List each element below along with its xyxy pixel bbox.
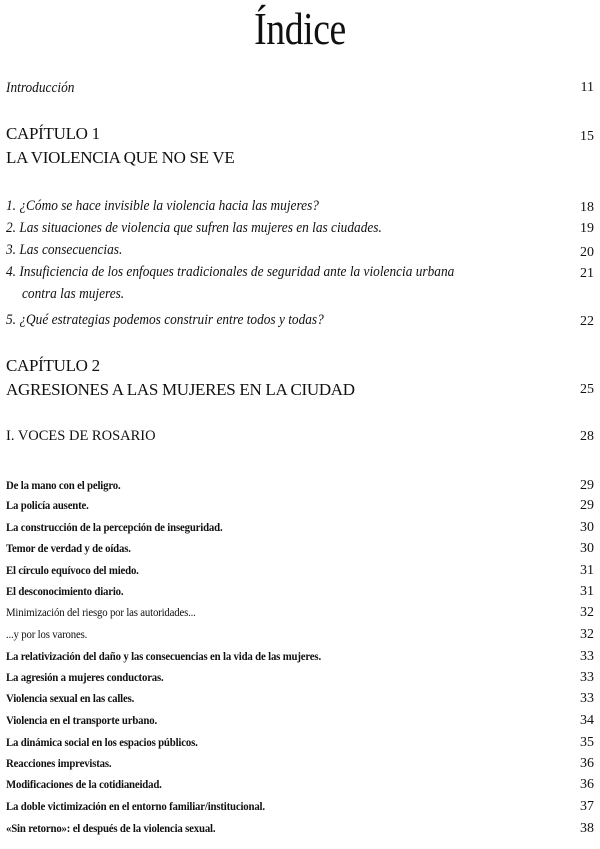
toc-entry-label: Introducción bbox=[6, 80, 75, 96]
toc-subentry-label: Violencia sexual en las calles. bbox=[6, 691, 135, 705]
toc-entry-label: 3. Las consecuencias. bbox=[6, 242, 123, 258]
toc-subentry-page: 36 bbox=[580, 777, 594, 792]
toc-subentry-label: La construcción de la percepción de inseguridad. bbox=[6, 520, 223, 534]
toc-subentry-page: 35 bbox=[580, 735, 594, 750]
toc-subentry-label: La doble victimización en el entorno familiar/institucional. bbox=[6, 799, 265, 813]
toc-entry-label: 2. Las situaciones de violencia que sufren las mujeres en las ciudades. bbox=[6, 220, 382, 236]
toc-subentry-label: Minimización del riesgo por las autoridades... bbox=[6, 605, 196, 619]
toc-subentry-label: Modificaciones de la cotidianeidad. bbox=[6, 777, 162, 791]
toc-subentry-page: 34 bbox=[580, 713, 594, 728]
toc-subentry-label: ...y por los varones. bbox=[6, 627, 88, 641]
toc-entry-label: 1. ¿Cómo se hace invisible la violencia hacia las mujeres? bbox=[6, 198, 319, 214]
toc-subentry-page: 32 bbox=[580, 627, 594, 642]
chapter-page: 25 bbox=[580, 382, 594, 397]
section-page: 28 bbox=[580, 429, 594, 444]
toc-subentry-label: El círculo equívoco del miedo. bbox=[6, 563, 139, 577]
toc-entry-page: 22 bbox=[580, 314, 594, 329]
toc-subentry-page: 33 bbox=[580, 670, 594, 685]
toc-subentry-label: La relativización del daño y las consecuencias en la vida de las mujeres. bbox=[6, 649, 321, 663]
chapter-page: 15 bbox=[580, 129, 594, 144]
toc-subentry-page: 36 bbox=[580, 756, 594, 771]
toc-subentry-label: Temor de verdad y de oídas. bbox=[6, 541, 131, 555]
toc-entry-page: 20 bbox=[580, 245, 594, 260]
page-title: Índice bbox=[254, 3, 346, 54]
chapter-label: CAPÍTULO 1 bbox=[6, 124, 100, 143]
toc-subentry-label: La agresión a mujeres conductoras. bbox=[6, 670, 164, 684]
toc-entry-page: 19 bbox=[580, 221, 594, 236]
toc-subentry-page: 38 bbox=[580, 821, 594, 836]
toc-subentry-label: El desconocimiento diario. bbox=[6, 584, 124, 598]
toc-subentry-page: 31 bbox=[580, 563, 594, 578]
toc-subentry-page: 32 bbox=[580, 605, 594, 620]
toc-subentry-label: «Sin retorno»: el después de la violencia sexual. bbox=[6, 821, 216, 835]
toc-entry-page: 18 bbox=[580, 200, 594, 215]
toc-entry-page: 11 bbox=[580, 80, 594, 95]
toc-entry-label: 4. Insuficiencia de los enfoques tradicionales de seguridad ante la violencia urbana bbox=[6, 264, 455, 280]
toc-subentry-label: Reacciones imprevistas. bbox=[6, 756, 112, 770]
section-label: I. VOCES DE ROSARIO bbox=[6, 428, 156, 444]
chapter-title: AGRESIONES A LAS MUJERES EN LA CIUDAD bbox=[6, 380, 355, 399]
chapter-label: CAPÍTULO 2 bbox=[6, 356, 100, 375]
toc-subentry-label: La policía ausente. bbox=[6, 498, 89, 512]
toc-subentry-page: 30 bbox=[580, 520, 594, 535]
toc-entry-page: 21 bbox=[580, 266, 594, 281]
toc-subentry-page: 37 bbox=[580, 799, 594, 814]
toc-subentry-page: 30 bbox=[580, 541, 594, 556]
toc-entry-label: contra las mujeres. bbox=[22, 286, 125, 302]
toc-subentry-page: 31 bbox=[580, 584, 594, 599]
toc-subentry-page: 29 bbox=[580, 498, 594, 513]
chapter-title: LA VIOLENCIA QUE NO SE VE bbox=[6, 148, 235, 167]
toc-subentry-label: Violencia en el transporte urbano. bbox=[6, 713, 157, 727]
toc-subentry-label: De la mano con el peligro. bbox=[6, 478, 121, 492]
toc-subentry-page: 33 bbox=[580, 691, 594, 706]
toc-subentry-page: 29 bbox=[580, 478, 594, 493]
toc-subentry-label: La dinámica social en los espacios públicos. bbox=[6, 735, 198, 749]
toc-entry-label: 5. ¿Qué estrategias podemos construir entre todos y todas? bbox=[6, 312, 324, 328]
toc-subentry-page: 33 bbox=[580, 649, 594, 664]
